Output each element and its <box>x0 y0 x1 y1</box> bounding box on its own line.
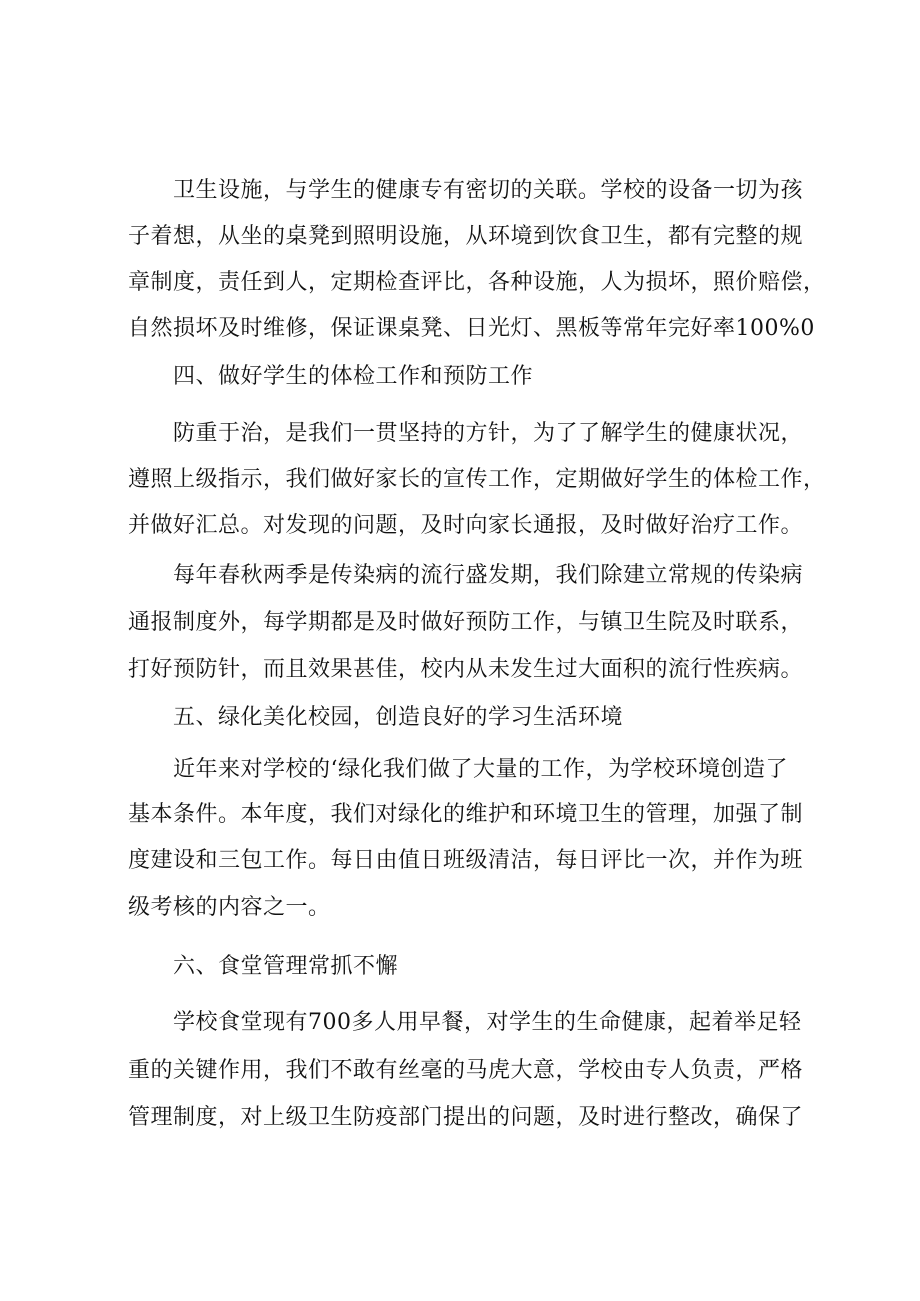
paragraph-line: 子着想，从坐的桌凳到照明设施，从环境到饮食卫生，都有完整的规 <box>128 224 804 249</box>
paragraph-line: 近年来对学校的‘绿化我们做了大量的工作，为学校环境创造了 <box>173 757 788 782</box>
paragraph-line: 度建设和三包工作。每日由值日班级清洁，每日评比一次，并作为班 <box>128 848 804 873</box>
paragraph-line: 每年春秋两季是传染病的流行盛发期，我们除建立常规的传染病 <box>173 563 804 588</box>
paragraph-line: 卫生设施，与学生的健康专有密切的关联。学校的设备一切为孩 <box>173 178 804 203</box>
paragraph-line: 自然损坏及时维修，保证课桌凳、日光灯、黑板等常年完好率100%0 <box>128 316 815 341</box>
paragraph-line: 遵照上级指示，我们做好家长的宣传工作，定期做好学生的体检工作， <box>128 467 826 492</box>
paragraph-line: 防重于治，是我们一贯坚持的方针，为了了解学生的健康状况， <box>173 421 804 446</box>
paragraph-line: 级考核的内容之一。 <box>128 895 331 920</box>
paragraph-line: 重的关键作用，我们不敢有丝毫的马虎大意，学校由专人负责，严格 <box>128 1058 804 1083</box>
paragraph-line: 管理制度，对上级卫生防疫部门提出的问题，及时进行整改，确保了 <box>128 1105 804 1130</box>
paragraph-line: 章制度，责任到人，定期检查评比，各种设施，人为损坏，照价赔偿， <box>128 270 826 295</box>
section-heading: 五、绿化美化校园，创造良好的学习生活环境 <box>173 705 624 730</box>
paragraph-line: 并做好汇总。对发现的问题，及时向家长通报，及时做好治疗工作。 <box>128 513 804 538</box>
paragraph-line: 通报制度外，每学期都是及时做好预防工作，与镇卫生院及时联系， <box>128 610 804 635</box>
paragraph-line: 学校食堂现有700多人用早餐，对学生的生命健康，起着举足轻 <box>173 1010 802 1035</box>
section-heading: 六、食堂管理常抓不懈 <box>173 954 399 979</box>
paragraph-line: 打好预防针，而且效果甚佳，校内从未发生过大面积的流行性疾病。 <box>128 657 804 682</box>
section-heading: 四、做好学生的体检工作和预防工作 <box>173 364 534 389</box>
paragraph-line: 基本条件。本年度，我们对绿化的维护和环境卫生的管理，加强了制 <box>128 802 804 827</box>
